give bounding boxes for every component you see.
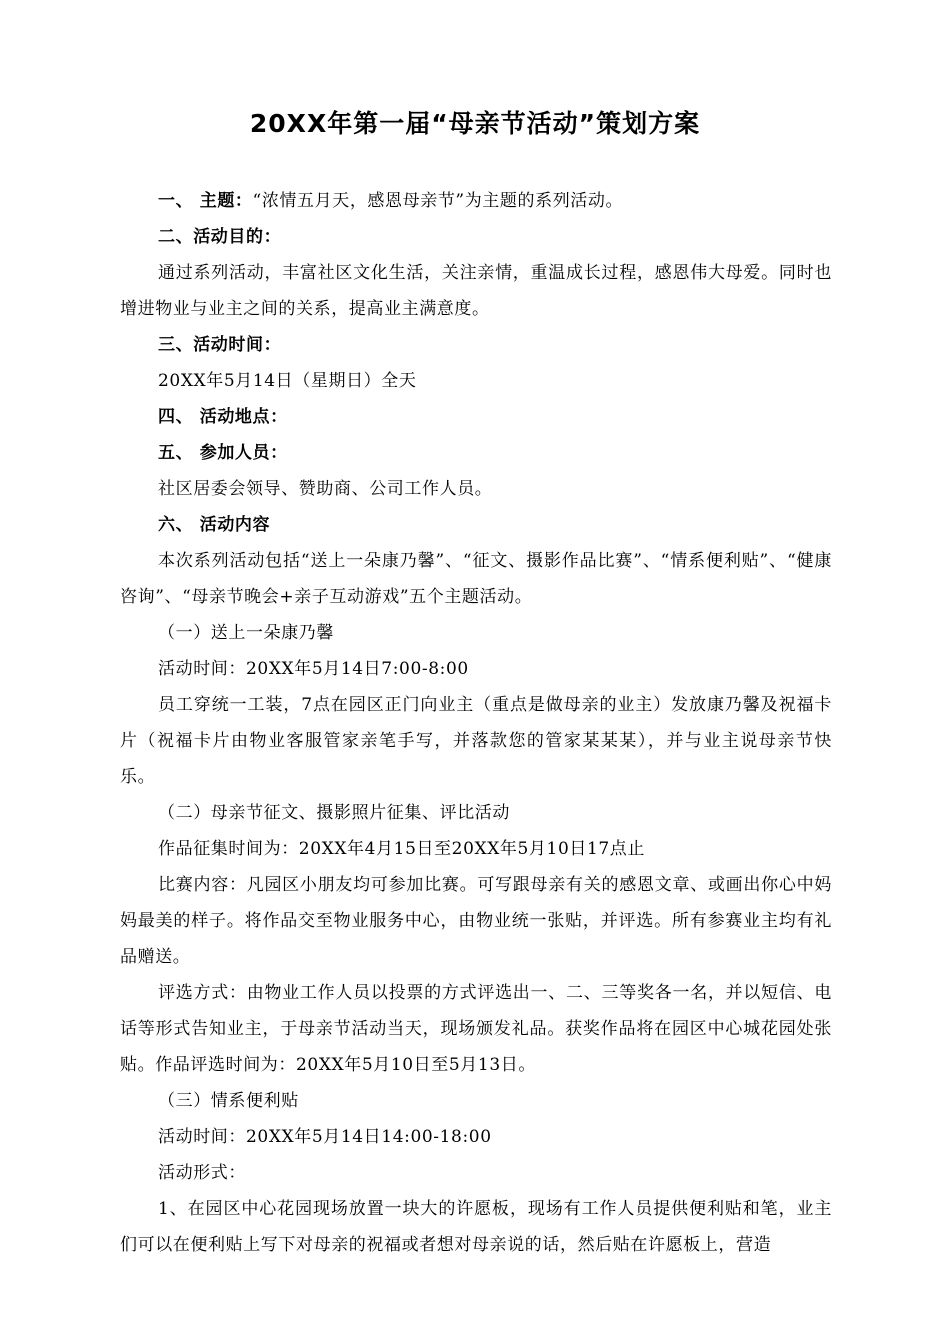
purpose-text: 通过系列活动，丰富社区文化生活，关注亲情，重温成长过程，感恩伟大母爱。同时也增进物业与业主之间的关系，提高业主满意度。 — [120, 263, 832, 319]
content-text: 本次系列活动包括“送上一朵康乃馨”、“征文、摄影作品比赛”、“情系便利贴”、“健康咨询”、“母亲节晚会+亲子互动游戏”五个主题活动。 — [120, 551, 832, 607]
sub2-method: 评选方式：由物业工作人员以投票的方式评选出一、二、三等奖各一名，并以短信、电话等形式告知业主，于母亲节活动当天，现场颁发礼品。获奖作品将在园区中心城花园处张贴。作品评选时间为：20XX年5月10日至5月13日。 — [120, 983, 832, 1075]
people-text: 社区居委会领导、赞助商、公司工作人员。 — [158, 479, 493, 499]
theme-label: 一、 主题： — [158, 191, 253, 211]
sub3-item1: 1、在园区中心花园现场放置一块大的许愿板，现场有工作人员提供便利贴和笔，业主们可以在便利贴上写下对母亲的祝福或者想对母亲说的话，然后贴在许愿板上，营造 — [120, 1199, 832, 1255]
theme-text: “浓情五月天，感恩母亲节”为主题的系列活动。 — [252, 191, 624, 211]
people-heading: 五、 参加人员： — [158, 443, 288, 463]
sub2-content: 比赛内容：凡园区小朋友均可参加比赛。可写跟母亲有关的感恩文章、或画出你心中妈妈最美的样子。将作品交至物业服务中心，由物业统一张贴，并评选。所有参赛业主均有礼品赠送。 — [120, 875, 832, 967]
document-title: 20XX年第一届“母亲节活动”策划方案 — [249, 109, 701, 138]
sub1-text: 员工穿统一工装，7点在园区正门向业主（重点是做母亲的业主）发放康乃馨及祝福卡片（祝福卡片由物业客服管家亲笔手写，并落款您的管家某某某），并与业主说母亲节快乐。 — [120, 695, 832, 787]
sub3-form: 活动形式： — [158, 1163, 246, 1183]
content-heading: 六、 活动内容 — [158, 515, 271, 535]
time-text: 20XX年5月14日（星期日）全天 — [158, 371, 417, 391]
theme-paragraph — [120, 183, 832, 219]
document-body — [120, 183, 832, 1263]
sub3-title: （三）情系便利贴 — [158, 1091, 299, 1111]
time-heading: 三、活动时间： — [158, 335, 282, 355]
sub2-title: （二）母亲节征文、摄影照片征集、评比活动 — [158, 803, 510, 823]
sub3-time: 活动时间：20XX年5月14日14:00-18:00 — [158, 1127, 492, 1147]
sub2-time: 作品征集时间为：20XX年4月15日至20XX年5月10日17点止 — [158, 839, 646, 859]
purpose-heading: 二、活动目的： — [158, 227, 282, 247]
place-heading: 四、 活动地点： — [158, 407, 288, 427]
sub1-time: 活动时间：20XX年5月14日7:00-8:00 — [158, 659, 469, 679]
sub1-title: （一）送上一朵康乃馨 — [158, 623, 334, 643]
